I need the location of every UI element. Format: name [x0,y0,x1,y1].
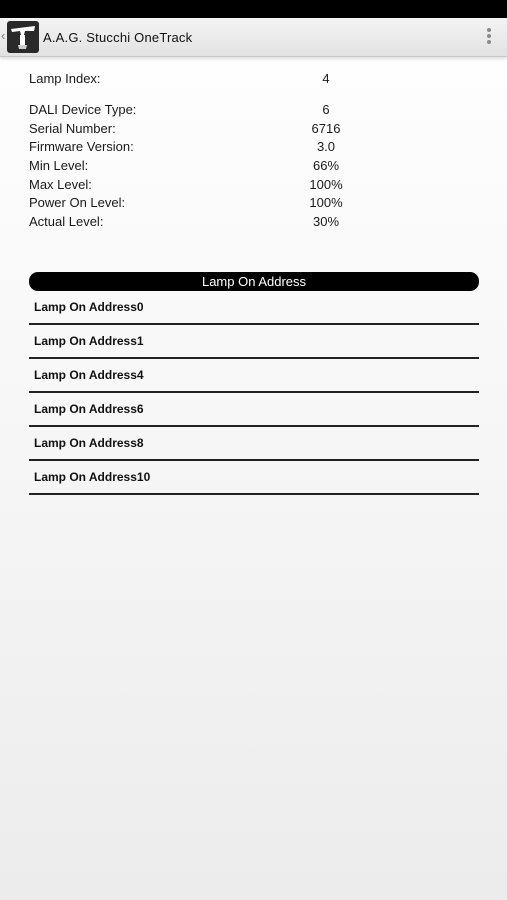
detail-label: Firmware Version: [29,139,134,154]
detail-row [29,177,469,195]
detail-label: Power On Level: [29,195,126,210]
address-list-item[interactable]: Lamp On Address6 [29,393,479,427]
detail-label: Max Level: [29,177,92,192]
lamp-index-label: Lamp Index: [29,71,101,86]
status-bar [0,0,507,18]
overflow-menu-icon[interactable] [485,28,493,46]
detail-row [29,121,469,139]
detail-value: 3.0 [316,139,336,154]
lamp-on-address-list [29,291,479,495]
chevron-left-icon[interactable]: ‹ [1,28,6,43]
detail-row [29,195,469,213]
detail-row [29,102,469,120]
app-bar [0,18,507,57]
lamp-on-address-header: Lamp On Address [29,272,479,291]
detail-label: Serial Number: [29,121,116,136]
detail-label: Actual Level: [29,214,104,229]
app-title: A.A.G. Stucchi OneTrack [43,30,193,45]
detail-label: DALI Device Type: [29,102,137,117]
address-list-item[interactable]: Lamp On Address8 [29,427,479,461]
address-list-item[interactable]: Lamp On Address4 [29,359,479,393]
detail-value: 100% [309,177,343,192]
track-light-logo-icon[interactable] [7,21,39,53]
detail-label: Min Level: [29,158,89,173]
detail-row [29,158,469,176]
address-list-item[interactable]: Lamp On Address10 [29,461,479,495]
detail-value: 100% [309,195,343,210]
lamp-index-value: 4 [322,71,330,86]
lamp-index-row [29,71,469,89]
detail-row [29,139,469,157]
detail-value: 6716 [311,121,341,136]
address-list-item[interactable]: Lamp On Address1 [29,325,479,359]
detail-value: 66% [312,158,340,173]
detail-value: 30% [312,214,340,229]
detail-row [29,214,469,232]
address-list-item[interactable]: Lamp On Address0 [29,291,479,325]
detail-value: 6 [322,102,330,117]
